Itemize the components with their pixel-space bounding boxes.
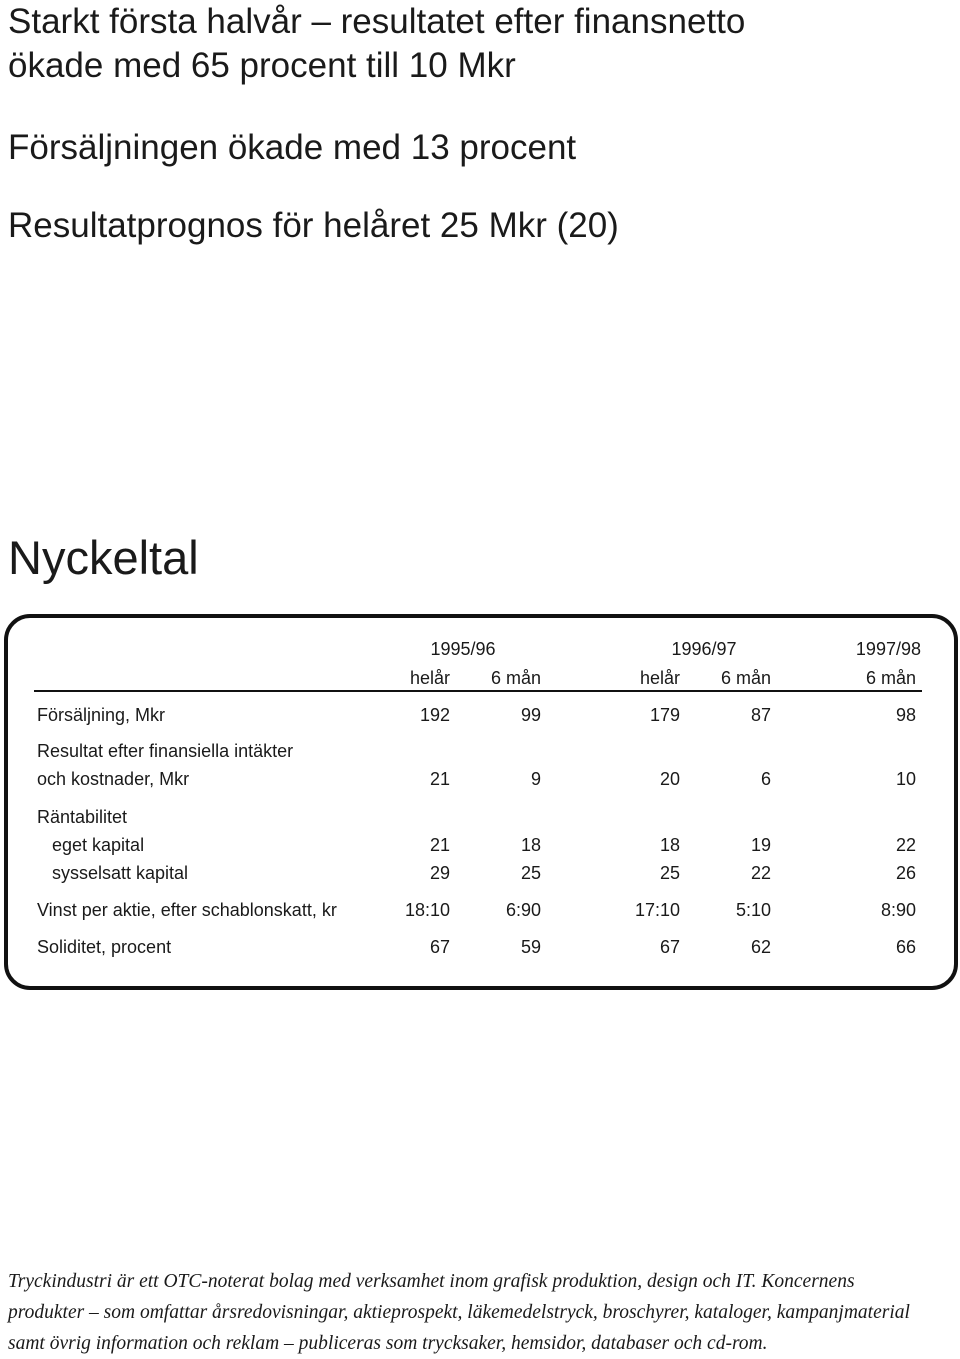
table-cell: 6 (760, 769, 771, 789)
table-cell: 20 (659, 769, 680, 789)
column-header: helår (639, 668, 680, 688)
row-group-label: Räntabilitet (37, 807, 128, 827)
table-header-rule (34, 690, 922, 692)
table-cell: 17:10 (634, 900, 680, 920)
table-cell: 18 (520, 835, 541, 855)
table-cell: 18:10 (404, 900, 450, 920)
period-header-1997-98: 1997/98 (855, 639, 921, 659)
period-header-1996-97: 1996/97 (671, 639, 737, 659)
row-label: Soliditet, procent (37, 937, 172, 957)
table-cell: 192 (419, 705, 450, 725)
row-label: Försäljning, Mkr (37, 705, 166, 725)
table-cell: 67 (429, 937, 450, 957)
company-description-line: samt övrig information och reklam – publiceras som trycksaker, hemsidor, databaser och cd-rom. (8, 1333, 768, 1354)
row-label: sysselsatt kapital (52, 863, 189, 883)
table-cell: 99 (520, 705, 541, 725)
subheadline-forecast: Resultatprognos för helåret 25 Mkr (20) (8, 206, 619, 245)
row-label: Resultat efter finansiella intäkter (37, 741, 294, 761)
table-cell: 66 (895, 937, 916, 957)
table-cell: 29 (429, 863, 450, 883)
row-label: eget kapital (52, 835, 145, 855)
table-cell: 22 (750, 863, 771, 883)
table-cell: 98 (895, 705, 916, 725)
row-label: Vinst per aktie, efter schablonskatt, kr (37, 900, 337, 920)
period-header-1995-96: 1995/96 (430, 639, 496, 659)
table-cell: 8:90 (880, 900, 916, 920)
table-cell: 59 (520, 937, 541, 957)
column-header: 6 mån (865, 668, 916, 688)
table-cell: 5:10 (735, 900, 771, 920)
table-cell: 19 (750, 835, 771, 855)
headline-line-1: Starkt första halvår – resultatet efter finansnetto (8, 2, 746, 41)
table-cell: 6:90 (505, 900, 541, 920)
table-cell: 179 (649, 705, 680, 725)
headline-line-2: ökade med 65 procent till 10 Mkr (8, 46, 516, 85)
headline (8, 0, 745, 88)
table-cell: 21 (429, 835, 450, 855)
table-cell: 25 (520, 863, 541, 883)
table-cell: 25 (659, 863, 680, 883)
column-header: 6 mån (490, 668, 541, 688)
column-header: helår (409, 668, 450, 688)
table-cell: 62 (750, 937, 771, 957)
table-cell: 21 (429, 769, 450, 789)
table-cell: 22 (895, 835, 916, 855)
table-cell: 9 (530, 769, 541, 789)
table-cell: 10 (895, 769, 916, 789)
company-description-line: produkter – som omfattar årsredovisningar, aktieprospekt, läkemedelstryck, broschyrer, kataloger, kampanjmaterial (8, 1302, 910, 1323)
table-cell: 26 (895, 863, 916, 883)
row-label: och kostnader, Mkr (37, 769, 190, 789)
section-title: Nyckeltal (8, 531, 199, 584)
subheadline-sales: Försäljningen ökade med 13 procent (8, 128, 577, 167)
table-cell: 18 (659, 835, 680, 855)
company-description-line: Tryckindustri är ett OTC-noterat bolag med verksamhet inom grafisk produktion, design och IT. Koncernens (8, 1271, 855, 1292)
table-cell: 67 (659, 937, 680, 957)
column-header: 6 mån (720, 668, 771, 688)
company-description (8, 1266, 956, 1359)
table-cell: 87 (750, 705, 771, 725)
